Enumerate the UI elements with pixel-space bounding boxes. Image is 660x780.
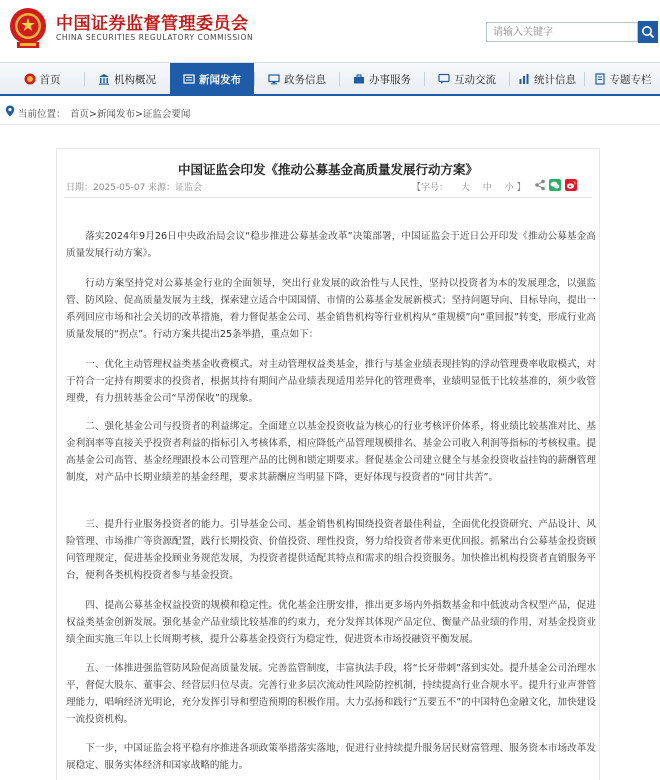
breadcrumb-path[interactable]: 首页>新闻发布>证监会要闻 (70, 109, 191, 120)
nav-label: 专题专栏 (609, 73, 652, 86)
font-size-medium-button[interactable]: 中 (482, 183, 492, 193)
building-icon (98, 73, 110, 85)
nav-label: 新闻发布 (199, 73, 241, 86)
weibo-icon[interactable] (565, 179, 577, 191)
site-header (0, 0, 660, 62)
article-title: 中国证监会印发《推动公募基金高质量发展行动方案》 (177, 162, 478, 177)
share-icon[interactable] (534, 179, 546, 191)
main-nav (0, 62, 660, 96)
article-paragraph: 落实2024年9月26日中央政治局会议“稳步推进公募基金改革”决策部署，中国证监会于近日公开印发《推动公募基金高质量发展行动方案》。 (66, 231, 596, 259)
chart-icon (518, 73, 530, 85)
search-button[interactable] (638, 21, 658, 43)
divider (0, 124, 660, 125)
search-input[interactable] (486, 22, 638, 42)
monitor-icon (268, 73, 280, 85)
nav-label: 首页 (39, 73, 61, 86)
nav-item-special-topics[interactable] (585, 63, 660, 95)
font-size-label: 【字号： (412, 183, 449, 193)
national-emblem-icon[interactable] (8, 6, 48, 50)
document-icon (594, 73, 606, 85)
nav-item-government-info[interactable] (255, 63, 339, 95)
article-paragraph: 一、优化主动管理权益类基金收费模式。对主动管理权益类基金，推行与基金业绩表现挂钩的浮动管理费率收取模式，对于符合一定持有期要求的投资者，根据其持有期间产品业绩表现适用差异化的管理费率，业绩明显低于比较基准的，须少收管理费，有力扭转基金公司“旱涝保收”的现象。 (66, 359, 596, 404)
font-size-controls (412, 180, 526, 193)
chat-icon (438, 73, 450, 85)
location-pin-icon (5, 105, 15, 117)
briefcase-icon (353, 73, 365, 85)
site-subtitle: CHINA SECURITIES REGULATORY COMMISSION (56, 33, 254, 42)
nav-item-about[interactable] (85, 63, 169, 95)
article-meta: 日期：2025-05-07 来源：证监会 (66, 183, 203, 193)
article-paragraph: 行动方案坚持党对公募基金行业的全面领导，突出行业发展的政治性与人民性，坚持以投资者为本的发展理念，以强监管、防风险、促高质量发展为主线，探索建立适合中国国情、市情的公募基金发展新模式；坚持问题导向、目标导向，提出一系列回应市场和社会关切的改革措施，着力督促基金公司、基金销售机构等行业机构从“重规模”向“重回报”转变，形成行业高质量发展的“拐点”。行动方案共提出25条举措，重点如下： (66, 278, 596, 340)
nav-item-statistics[interactable] (510, 63, 584, 95)
site-title[interactable]: 中国证券监督管理委员会 (56, 14, 249, 34)
nav-item-interaction[interactable] (425, 63, 509, 95)
font-size-large-button[interactable]: 大 (460, 183, 470, 193)
breadcrumb (0, 102, 660, 122)
breadcrumb-label: 当前位置： (18, 109, 66, 120)
emblem-icon (24, 73, 36, 85)
divider (64, 197, 592, 198)
nav-label: 机构概况 (114, 73, 156, 86)
nav-label: 政务信息 (284, 73, 326, 86)
search-icon (641, 25, 655, 39)
nav-item-services[interactable] (340, 63, 424, 95)
nav-label: 互动交流 (454, 73, 496, 86)
article-paragraph: 三、提升行业服务投资者的能力。引导基金公司、基金销售机构围绕投资者最佳利益，全面优化投资研究、产品设计、风险管理、市场推广等资源配置，践行长期投资、价值投资、理性投资，努力给投资者带来更优回报。抓紧出台公募基金投资顾问管理规定，促进基金投顾业务规范发展，为投资者提供适配其特点和需求的组合投资服务。加快推出机构投资者直销服务平台，便利各类机构投资者参与基金投资。 (66, 519, 596, 581)
font-size-small-button[interactable]: 小 (504, 183, 514, 193)
wechat-icon[interactable] (549, 179, 561, 191)
nav-item-news[interactable] (170, 63, 254, 95)
news-icon (183, 73, 195, 85)
article-paragraph: 五、一体推进强监管防风险促高质量发展。完善监管制度，丰富执法手段，将“长牙带刺”落到实处。提升基金公司治理水平，督促大股东、董事会、经营层归位尽责。完善行业多层次流动性风险防控机制，持续提高行业合规水平。提升行业声誉管理能力，唱响经济光明论，充分发挥引导和塑造预期的积极作用。大力弘扬和践行“五要五不”的中国特色金融文化，加快建设一流投资机构。 (66, 663, 596, 725)
article-paragraph: 四、提高公募基金权益投资的规模和稳定性。优化基金注册安排，推出更多场内外指数基金和中低波动含权型产品，促进权益类基金创新发展。强化基金产品业绩比较基准的约束力，充分发挥其体现产品定位、衡量产品业绩的作用，对基金投资业绩全面实施三年以上长周期考核，提升公募基金投资行为稳定性，促进资本市场投融资平衡发展。 (66, 600, 596, 645)
nav-item-home[interactable] (0, 63, 84, 95)
font-size-end: 】 (516, 183, 526, 193)
article-paragraph: 二、强化基金公司与投资者的利益绑定。全面建立以基金投资收益为核心的行业考核评价体系，将业绩比较基准对比、基金利润率等直接关乎投资者利益的指标引入考核体系，相应降低产品管理规模排名、基金公司收入利润等指标的考核权重。提高基金公司高管、基金经理跟投本公司管理产品的比例和锁定期要求。督促基金公司建立健全与基金投资收益挂钩的薪酬管理制度，对产品中长期业绩差的基金经理，要求其薪酬应当明显下降，更好体现与投资者的“同甘共苦”。 (66, 421, 596, 483)
article-paragraph: 下一步，中国证监会将平稳有序推进各项政策举措落实落地，促进行业持续提升服务居民财富管理、服务资本市场改革发展稳定、服务实体经济和国家战略的能力。 (66, 743, 596, 771)
nav-label: 办事服务 (369, 73, 411, 86)
nav-label: 统计信息 (534, 73, 576, 86)
